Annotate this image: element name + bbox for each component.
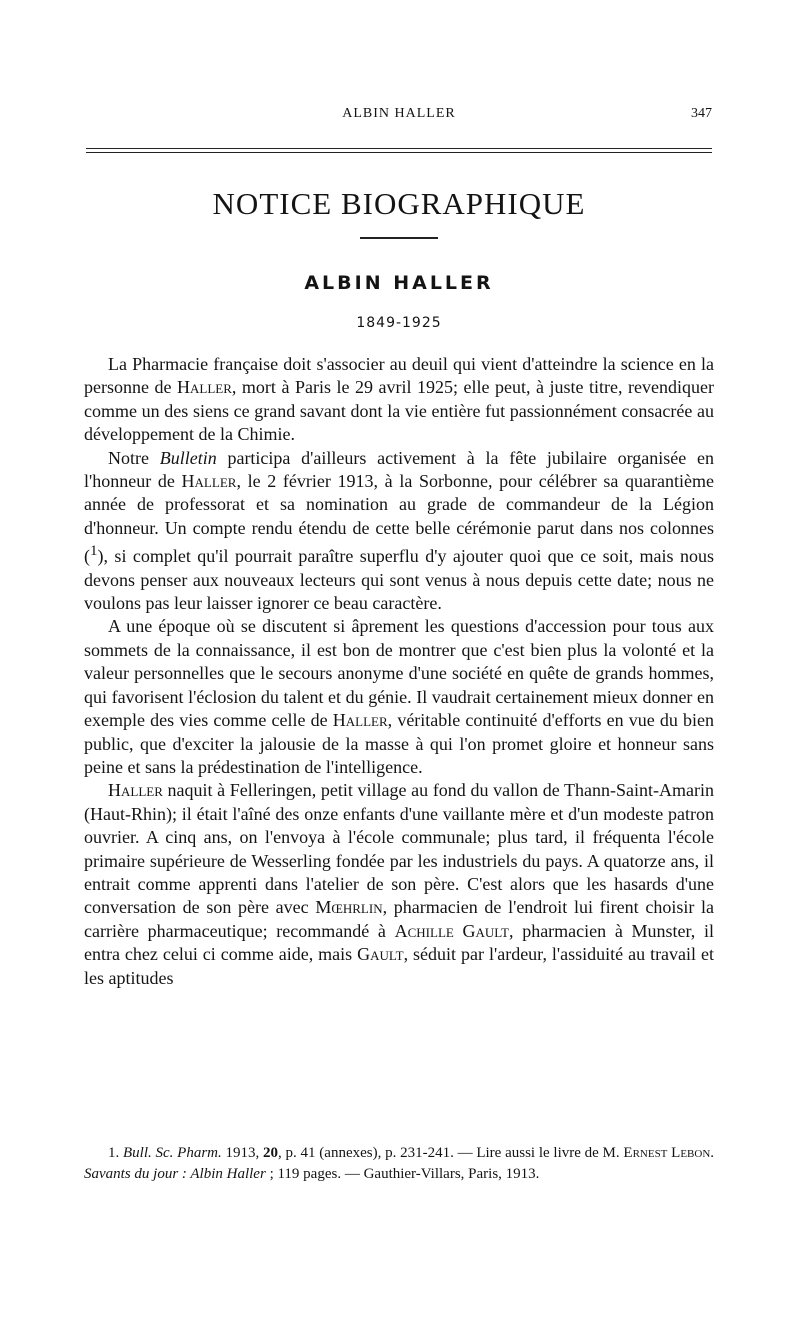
text-run: 1913, — [221, 1145, 264, 1161]
running-title: ALBIN HALLER — [342, 106, 456, 121]
person-name: Achille Gault — [394, 920, 509, 941]
text-run: , le 2 février 1913, à la Sorbonne, pour célébrer sa quarantième année de professorat et sa nomination au grade de commandeur de la Légion d'honneur. Un compte rendu étendu de cette belle cérémonie parut dans nos colonnes ( — [84, 471, 714, 567]
paragraph-1 — [84, 353, 714, 447]
person-name: Mœhrlin — [315, 897, 383, 918]
footnote-1 — [84, 1143, 714, 1185]
title-divider — [360, 237, 438, 239]
running-header — [84, 106, 714, 126]
text-run: ), si complet qu'il pourrait paraître superflu d'y ajouter quoi que ce soit, mais nous devons penser aux nouveaux lecteurs qui sont venus à nous depuis cette date; nous ne voulons pas leur laisser ignorer ce beau caractère. — [84, 546, 714, 614]
person-name: Haller — [332, 710, 388, 731]
person-name: Haller — [181, 471, 237, 492]
text-run: , pharmacien à Munster, il entra chez celui ci comme aide, mais — [84, 920, 715, 965]
journal-title: Bulletin — [159, 447, 217, 468]
footnotes — [84, 1143, 714, 1185]
text-run: La Pharmacie française doit s'associer au deuil qui vient d'atteindre la science en la personne de — [84, 354, 714, 398]
person-name: Gault — [357, 944, 404, 965]
text-run: , pharmacien de l'endroit lui firent choisir la carrière pharmaceutique; recommandé à — [84, 897, 714, 941]
subject-name: ALBIN HALLER — [304, 272, 494, 294]
text-run: , p. 41 (annexes), p. 231-241. — Lire aussi le livre de M. — [278, 1145, 624, 1161]
page-title: NOTICE BIOGRAPHIQUE — [212, 186, 586, 221]
text-run: naquit à Felleringen, petit village au fond du vallon de Thann-Saint-Amarin (Haut-Rhin); il était l'aîné des onze enfants d'une vaillante mère et d'un modeste patron ouvrier. A cinq ans, on l'envoya à l'école communale; plus tard, il fréquenta l'école primaire supérieure de Wesserling fondée par les industriels du pays. A quatorze ans, il entrait comme apprenti dans l'atelier de son père. C'est alors que les hasards d'une conversation de son père avec — [84, 780, 714, 918]
journal-title: Bull. Sc. Pharm. — [123, 1145, 222, 1161]
person-name: Ernest Lebon — [623, 1145, 711, 1161]
footnote-number: 1. — [108, 1145, 120, 1161]
paragraph-4 — [84, 779, 714, 990]
subject-dates: 1849-1925 — [356, 315, 442, 331]
text-run: ; 119 pages. — Gauthier-Villars, Paris, 1913. — [265, 1166, 540, 1182]
body-text — [84, 353, 714, 990]
book-title: Savants du jour : Albin Haller — [84, 1166, 266, 1182]
footnote-marker[interactable]: 1 — [90, 543, 98, 560]
page — [84, 0, 714, 1325]
paragraph-3 — [84, 615, 714, 779]
text-run: participa d'ailleurs activement à la fête jubilaire organisée en l'honneur de — [84, 447, 714, 492]
person-name: Haller — [108, 780, 163, 801]
header-double-rule — [86, 148, 712, 153]
person-name: Haller — [177, 377, 232, 398]
text-run: , mort à Paris le 29 avril 1925; elle peut, à juste titre, revendiquer comme un des siens ce grand savant dont la vie entière fut passionnément consacrée au développement de la Chimie. — [84, 377, 714, 445]
volume-number: 20 — [263, 1145, 279, 1161]
paragraph-2 — [84, 447, 714, 616]
text-run: , séduit par l'ardeur, l'assiduité au travail et les aptitudes — [84, 944, 714, 988]
text-run: , véritable continuité d'efforts en vue du bien public, que d'exciter la jalousie de la masse à qui l'on promet gloire et honneur sans peine et sans la prédestination de l'intelligence. — [84, 710, 715, 777]
text-run: A une époque où se discutent si âprement les questions d'accession pour tous aux sommets de la connaissance, il est bon de montrer que c'est bien plus la volonté et la valeur personnelles que le secours anonyme d'une société en quête de grands hommes, qui favorisent l'éclosion du talent et du génie. Il vaudrait certainement mieux donner en exemple des vies comme celle de — [84, 616, 714, 731]
text-run: Notre — [108, 447, 160, 468]
page-number: 347 — [691, 106, 712, 121]
text-run: . — [710, 1145, 715, 1161]
